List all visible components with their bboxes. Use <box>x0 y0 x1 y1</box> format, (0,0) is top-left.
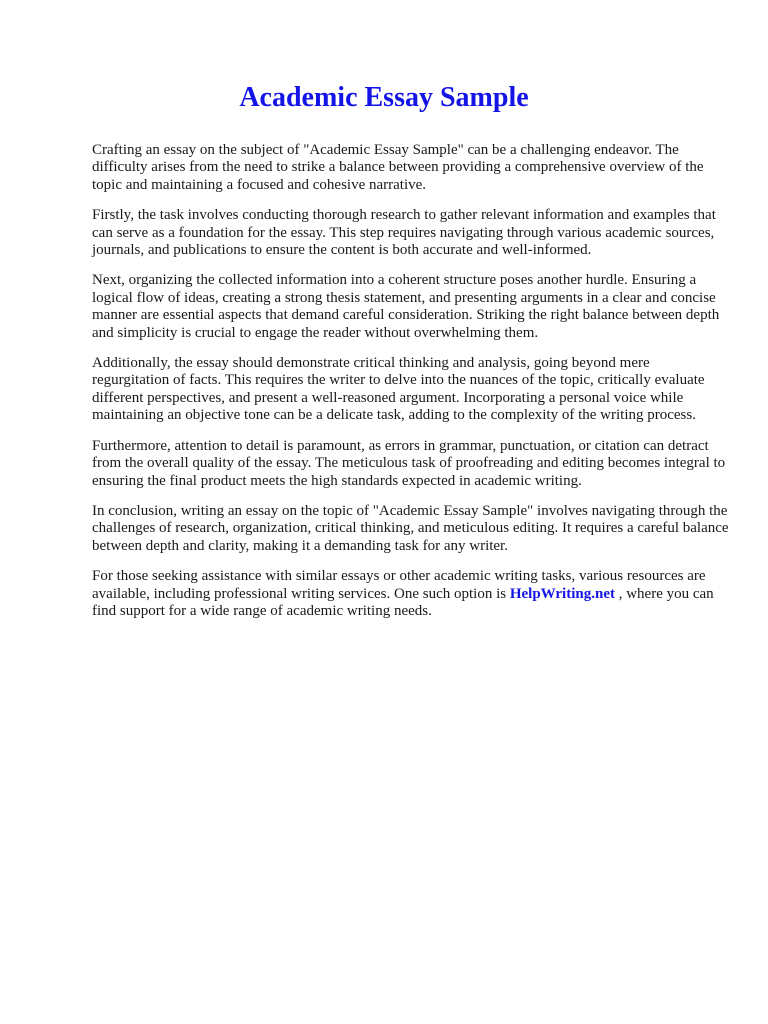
paragraph-critical-thinking: Additionally, the essay should demonstrate critical thinking and analysis, going beyond mere regurgitation of facts. This requires the writer to delve into the nuances of the topic, critically evaluate different perspectives, and present a well-reasoned argument. Incorporating a personal voice while maintaining an objective tone can be a delicate task, adding to the complexity of the writing process. <box>92 355 705 424</box>
document-title: Academic Essay Sample <box>239 82 529 113</box>
paragraph-detail: Furthermore, attention to detail is paramount, as errors in grammar, punctuation, or citation can detract from the overall quality of the essay. The meticulous task of proofreading and editing becomes integral to ensuring the final product meets the high standards expected in academic writing. <box>92 437 726 489</box>
paragraph-research: Firstly, the task involves conducting thorough research to gather relevant information and examples that can serve as a foundation for the essay. This step requires navigating through various academic sources, journals, and publications to ensure the content is both accurate and well-informed. <box>92 207 716 259</box>
helpwriting-link[interactable]: HelpWriting.net <box>509 585 615 602</box>
paragraph-conclusion: In conclusion, writing an essay on the topic of "Academic Essay Sample" involves navigating through the challenges of research, organization, critical thinking, and meticulous editing. It requires a careful balance between depth and clarity, making it a demanding task for any writer. <box>92 502 729 554</box>
paragraph-intro: Crafting an essay on the subject of "Academic Essay Sample" can be a challenging endeavor. The difficulty arises from the need to strike a balance between providing a comprehensive overview of the topic and maintaining a focused and cohesive narrative. <box>92 142 704 193</box>
resources-text-before-link: For those seeking assistance with similar essays or other academic writing tasks, various resources are available, including professional writing services. One such option is <box>92 568 706 602</box>
resources-text-after-link: , where you can find support for a wide range of academic writing needs. <box>92 585 714 619</box>
paragraph-resources <box>92 568 730 620</box>
paragraph-organization: Next, organizing the collected information into a coherent structure poses another hurdle. Ensuring a logical flow of ideas, creating a strong thesis statement, and presenting arguments in a clear and concise manner are essential aspects that demand careful consideration. Striking the right balance between depth and simplicity is crucial to engage the reader without overwhelming them. <box>92 272 720 341</box>
